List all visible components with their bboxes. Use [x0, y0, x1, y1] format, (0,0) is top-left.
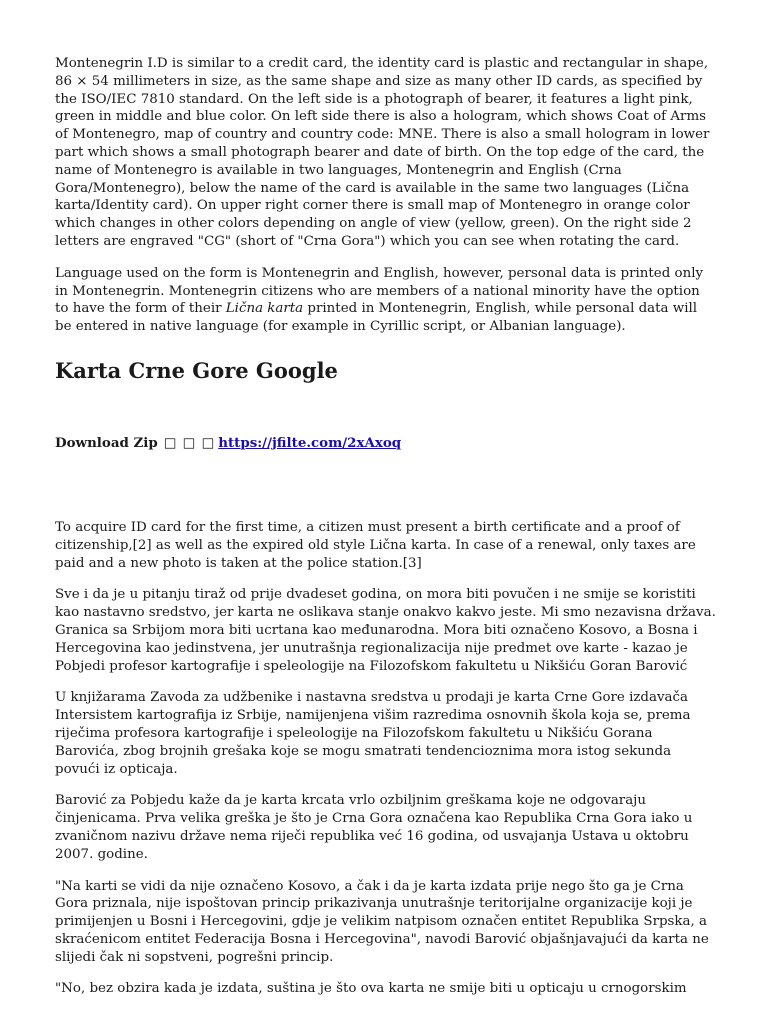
page-heading: Karta Crne Gore Google [55, 357, 338, 383]
paragraph-acquire-id: To acquire ID card for the first time, a citizen must present a birth certificate and a proof of citizenship,[2] as well as the expired old style Lična karta. In case of a renewal, only taxes are paid and a new photo is taken at the police station.[3] [55, 519, 696, 571]
paragraph-quote-kosovo: "Na karti se vidi da nije označeno Kosovo, a čak i da je karta izdata prije nego što ga je Crna Gora priznala, nije ispoštovan princip prikazivanja unutrašnje teritorijalne organizacije koji je primijenjen u Bosni i Hercegovini, gdje je velikim natpisom označen entitet Republika Srpska, a skraćenicom entitet Federacija Bosna i Hercegovina", navodi Barović objašnjavajući da karta ne slijedi čak ni sopstveni, pogrešni princip. [55, 878, 709, 965]
language-text-italic: Lična karta [225, 301, 304, 317]
download-link[interactable]: https://jfilte.com/2xAxoq [218, 434, 402, 451]
document-page [55, 55, 717, 998]
download-row [55, 434, 717, 453]
download-label: Download Zip [55, 434, 158, 451]
paragraph-id-card-description: Montenegrin I.D is similar to a credit card, the identity card is plastic and rectangular in shape, 86 × 54 millimeters in size, as the same shape and size as many other ID cards, as specified by the ISO/IEC 7810 standard. On the left side is a photograph of bearer, it features a light pink, green in middle and blue color. On left side there is also a hologram, which shows Coat of Arms of Montenegro, map of country and country code: MNE. There is also a small hologram in lower part which shows a small photograph bearer and date of birth. On the top edge of the card, the name of Montenegro is available in two languages, Montenegrin and English (Crna Gora/Montenegro), below the name of the card is available in the same two languages (Lična karta/Identity card). On upper right corner there is small map of Montenegro in orange color which changes in other colors depending on angle of view (yellow, green). On the right side 2 letters are engraved "CG" (short of "Crna Gora") which you can see when rotating the card. [55, 56, 710, 249]
paragraph-knjizare: U knjižarama Zavoda za udžbenike i nastavna sredstva u prodaji je karta Crne Gore izdavača Intersistem kartografija iz Srbije, namijenjena višim razredima osnovnih škola koja se, prema riječima profesora kartografije i speleologije na Filozofskom fakultetu u Nikšiću Gorana Barovića, zbog brojnih grešaka koje se mogu smatrati tendencioznima mora istog sekunda povući iz opticaja. [55, 690, 691, 777]
language-text-part1: Language used on the form is Montenegrin and English, however, personal data is printed only in Montenegrin. Montenegrin citizens who are members of a national minority have the option to have the form of their [55, 265, 704, 317]
download-box-glyphs: □ □ □ [163, 435, 216, 451]
language-text-part2: printed in Montenegrin, English, while personal data will be entered in native language (for example in Cyrillic script, or Albanian language). [55, 301, 698, 335]
paragraph-language [55, 265, 717, 336]
paragraph-barovic: Barović za Pobjedu kaže da je karta krcata vrlo ozbiljnim greškama koje ne odgovaraju činjenicama. Prva velika greška je što je Crna Gora označena kao Republika Crna Gora iako u zvaničnom nazivu države nema riječi republika već 16 godina, od usvajanja Ustava u oktobru 2007. godine. [55, 793, 693, 862]
paragraph-tiraz: Sve i da je u pitanju tiraž od prije dvadeset godina, on mora biti povučen i ne smije se koristiti kao nastavno sredstvo, jer karta ne oslikava stanje onakvo kakvo jeste. Mi smo nezavisna država. Granica sa Srbijom mora biti ucrtana kao međunarodna. Mora biti označeno Kosovo, a Bosna i Hercegovina kao jedinstvena, jer unutrašnja regionalizacija nije predmet ove karte - kazao je Pobjedi profesor kartografije i speleologije na Filozofskom fakultetu u Nikšiću Goran Barović [55, 587, 716, 674]
paragraph-quote-circulation: "No, bez obzira kada je izdata, suština je što ova karta ne smije biti u opticaju u crnogorskim [55, 981, 687, 997]
